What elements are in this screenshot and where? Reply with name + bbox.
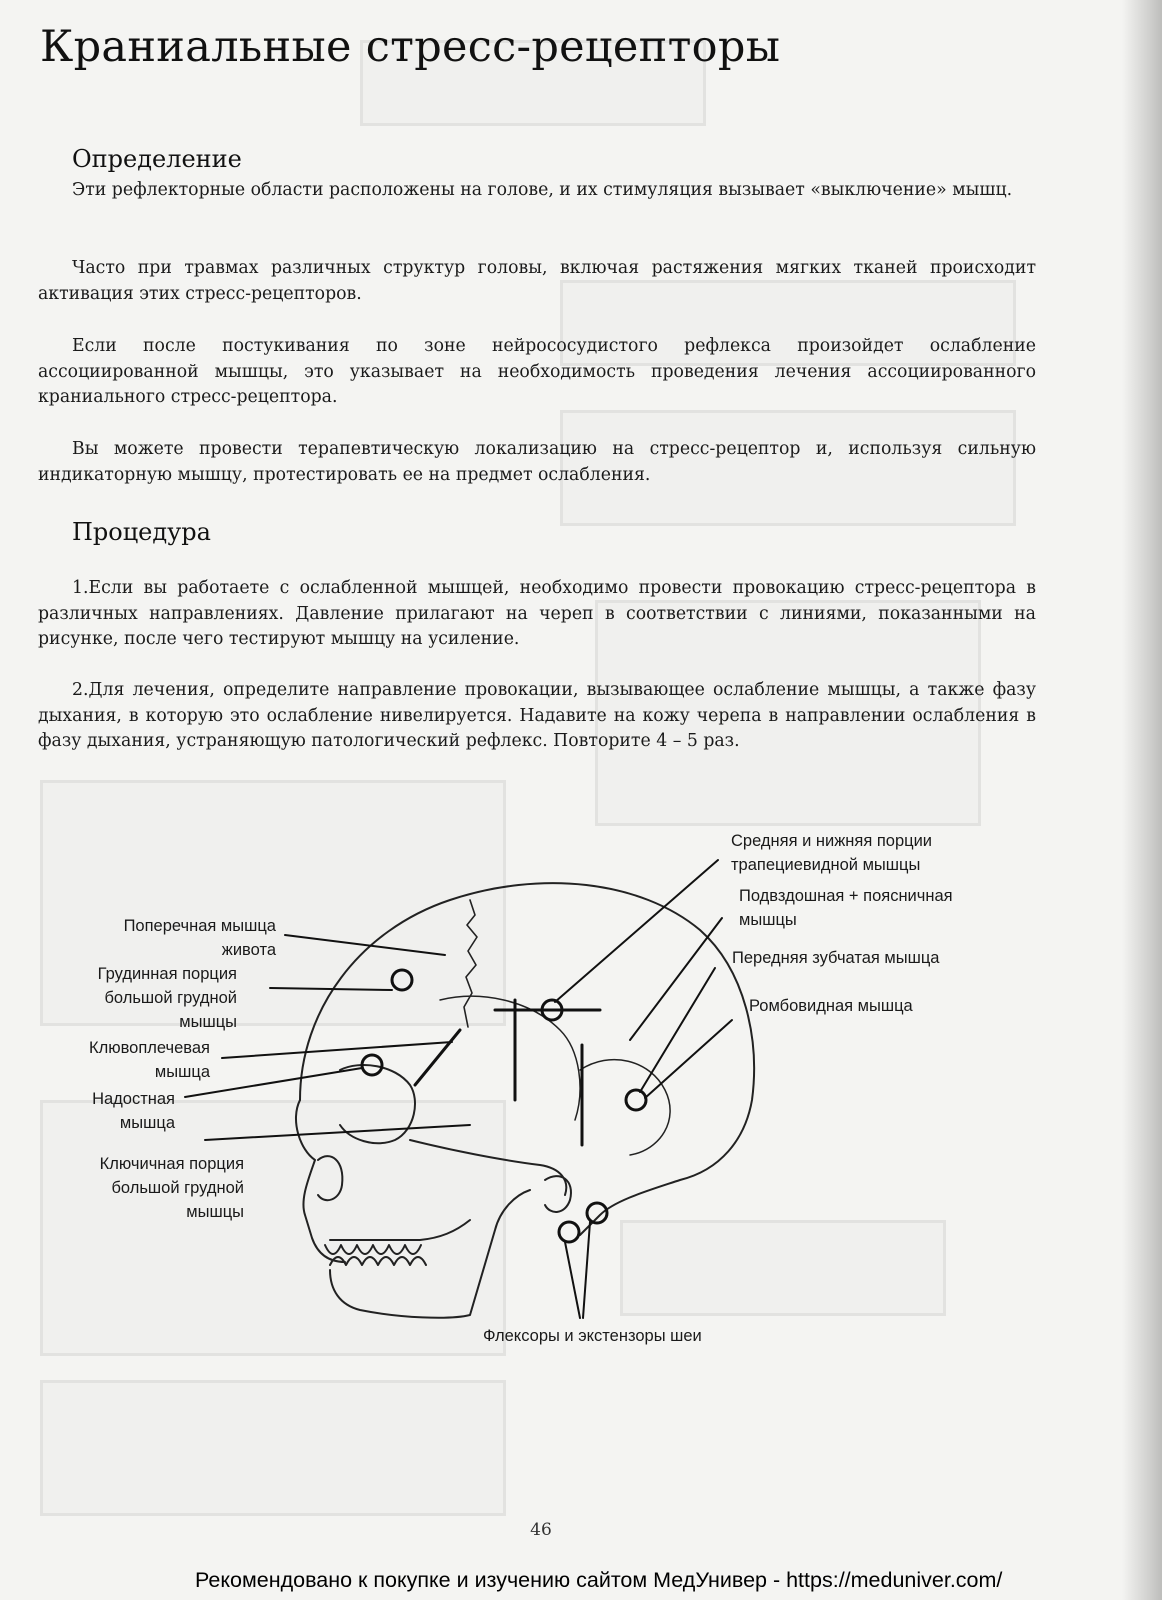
definition-paragraph: Если после постукивания по зоне нейрососудистого рефлекса произойдет ослабление ассоциированной мышцы, это указывает на необходимость проведения лечения ассоциированного краниального стресс-рецептора.: [38, 336, 1036, 408]
label-coracobrachialis: Клювоплечевая мышца: [88, 1039, 210, 1081]
leader-line: [222, 1042, 452, 1058]
label-pectoralis-clavicular: Ключичная порция большой грудной мышцы: [99, 1155, 244, 1221]
label-iliopsoas: Подвздошная + поясничная мышцы: [739, 887, 953, 929]
label-supraspinatus: Надостная мышца: [92, 1090, 175, 1132]
skull-outline: [300, 883, 754, 1235]
upper-jaw: [330, 1220, 470, 1240]
leader-line: [645, 1020, 732, 1098]
receptor-point: [587, 1203, 607, 1223]
leader-line: [583, 1222, 590, 1318]
label-trapezius: Средняя и нижняя порции трапециевидной мышцы: [731, 832, 933, 874]
label-rhomboid: Ромбовидная мышца: [749, 997, 913, 1015]
page-title: Краниальные стресс-рецепторы: [40, 22, 781, 72]
leader-line: [565, 1242, 580, 1318]
pressure-line: [415, 1030, 460, 1085]
label-transverse-abdominis: Поперечная мышца живота: [123, 917, 276, 959]
temporal-line: [440, 996, 580, 1120]
definition-paragraph: Часто при травмах различных структур головы, включая растяжения мягких тканей происходит активация этих стресс-рецепторов.: [38, 258, 1036, 304]
leader-line: [555, 860, 718, 1002]
leader-line: [185, 1068, 362, 1097]
mastoid: [545, 1176, 571, 1212]
procedure-step: 2.Для лечения, определите направление провокации, вызывающее ослабление мышцы, а также фазу дыхания, в которую это ослабление нивелируется. Надавите на кожу черепа в направлении ослабления в фазу дыхания, устраняющую патологический рефлекс. Повторите 4 – 5 раз.: [38, 680, 1036, 752]
zygomatic-arch: [410, 1140, 566, 1195]
coronal-suture: [464, 900, 477, 1027]
receptor-point: [392, 970, 412, 990]
skull-face: [296, 1100, 345, 1262]
footer-text: Рекомендовано к покупке и изучению сайтом МедУнивер - https://meduniver.com/: [195, 1568, 1003, 1592]
label-serratus-anterior: Передняя зубчатая мышца: [732, 949, 940, 967]
label-pectoralis-sternal: Грудинная порция большой грудной мышцы: [97, 965, 237, 1031]
page-number: 46: [530, 1520, 552, 1540]
leader-line: [270, 988, 392, 990]
temporal-bone: [580, 1060, 670, 1155]
leader-line: [640, 968, 715, 1092]
leader-line: [285, 935, 445, 955]
mandible: [330, 1190, 530, 1318]
definition-paragraph: Вы можете провести терапевтическую локализацию на стресс-рецептор и, используя сильную индикаторную мышцу, протестировать ее на предмет ослабления.: [38, 439, 1036, 485]
procedure-step: 1.Если вы работаете с ослабленной мышцей, необходимо провести провокацию стресс-рецептора в различных направлениях. Давление прилагают на череп в соответствии с линиями, показанными на рисунке, после чего тестируют мышцу на усиление.: [38, 578, 1036, 650]
receptor-point: [559, 1222, 579, 1242]
procedure-heading: Процедура: [72, 518, 211, 546]
nasal-cavity: [318, 1156, 342, 1200]
leader-line: [205, 1125, 470, 1140]
receptor-point: [626, 1090, 646, 1110]
definition-heading: Определение: [72, 145, 242, 173]
definition-paragraph: Эти рефлекторные области расположены на голове, и их стимуляция вызывает «выключение» мышц.: [72, 180, 1013, 200]
label-neck-flexors-extensors: Флексоры и экстензоры шеи: [483, 1327, 702, 1345]
